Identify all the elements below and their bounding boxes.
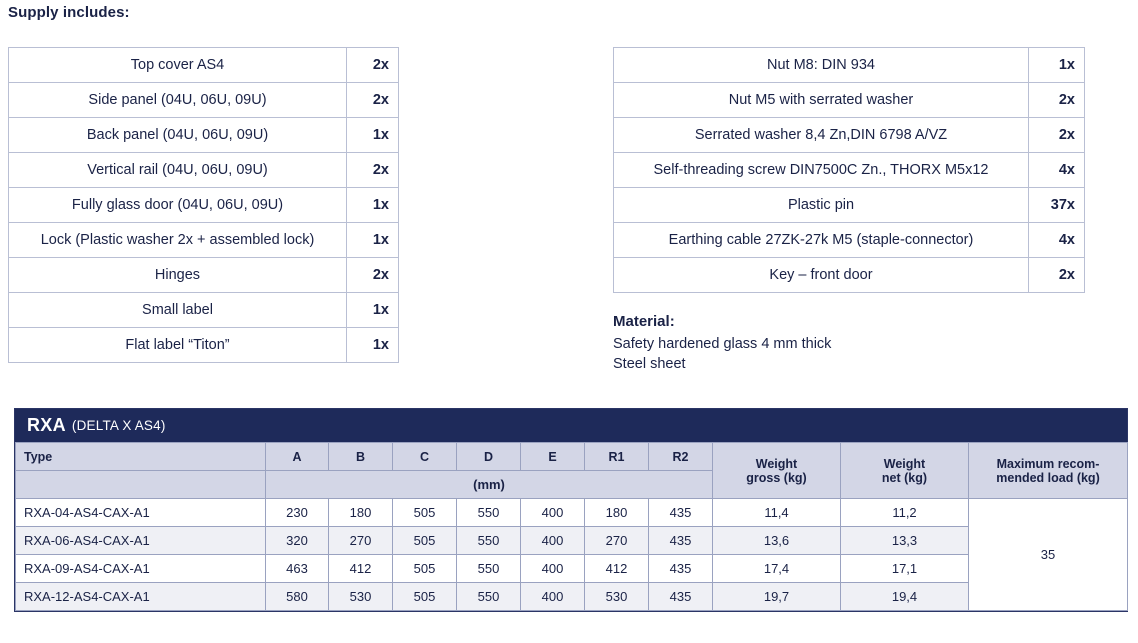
spec-cell-c: 505 bbox=[393, 527, 457, 555]
supply-item-name: Flat label “Titon” bbox=[9, 328, 347, 363]
supply-item-name: Nut M5 with serrated washer bbox=[614, 83, 1029, 118]
spec-header-max-load-line1: Maximum recom- bbox=[996, 456, 1100, 471]
spec-header-c: C bbox=[393, 443, 457, 471]
spec-cell-max-load: 35 bbox=[969, 499, 1128, 611]
supply-row bbox=[9, 188, 399, 223]
spec-cell-r1: 270 bbox=[585, 527, 649, 555]
supply-item-qty: 2x bbox=[347, 258, 399, 293]
spec-cell-type: RXA-12-AS4-CAX-A1 bbox=[16, 583, 266, 611]
spec-cell-e: 400 bbox=[521, 583, 585, 611]
supply-item-qty: 1x bbox=[347, 328, 399, 363]
spec-cell-type: RXA-06-AS4-CAX-A1 bbox=[16, 527, 266, 555]
supply-item-name: Lock (Plastic washer 2x + assembled lock) bbox=[9, 223, 347, 258]
spec-header-a: A bbox=[266, 443, 329, 471]
spec-cell-r1: 180 bbox=[585, 499, 649, 527]
spec-header-max-load bbox=[969, 443, 1128, 499]
spec-cell-type: RXA-04-AS4-CAX-A1 bbox=[16, 499, 266, 527]
spec-header-weight-gross bbox=[713, 443, 841, 499]
supply-row bbox=[9, 223, 399, 258]
supply-item-name: Plastic pin bbox=[614, 188, 1029, 223]
spec-table-row bbox=[16, 499, 1128, 527]
supply-includes-right-table bbox=[613, 47, 1085, 293]
spec-table-title-bar bbox=[15, 409, 1127, 442]
material-line-1: Safety hardened glass 4 mm thick bbox=[613, 336, 832, 352]
spec-cell-weight-gross: 13,6 bbox=[713, 527, 841, 555]
supply-row bbox=[614, 83, 1085, 118]
spec-cell-r2: 435 bbox=[649, 583, 713, 611]
supply-item-qty: 1x bbox=[347, 293, 399, 328]
spec-cell-a: 580 bbox=[266, 583, 329, 611]
spec-cell-c: 505 bbox=[393, 499, 457, 527]
supply-row bbox=[614, 48, 1085, 83]
spec-cell-e: 400 bbox=[521, 555, 585, 583]
spec-header-type: Type bbox=[16, 443, 266, 471]
spec-header-r1: R1 bbox=[585, 443, 649, 471]
spec-cell-a: 320 bbox=[266, 527, 329, 555]
spec-cell-weight-net: 19,4 bbox=[841, 583, 969, 611]
spec-product-subtitle: (DELTA X AS4) bbox=[71, 418, 166, 433]
supply-item-qty: 2x bbox=[1029, 118, 1085, 153]
supply-item-qty: 4x bbox=[1029, 223, 1085, 258]
spec-table-row bbox=[16, 583, 1128, 611]
spec-cell-weight-net: 17,1 bbox=[841, 555, 969, 583]
spec-cell-r2: 435 bbox=[649, 555, 713, 583]
spec-table-head bbox=[16, 443, 1128, 499]
spec-cell-type: RXA-09-AS4-CAX-A1 bbox=[16, 555, 266, 583]
supply-item-qty: 4x bbox=[1029, 153, 1085, 188]
spec-cell-r1: 530 bbox=[585, 583, 649, 611]
spec-table-row bbox=[16, 555, 1128, 583]
spec-cell-b: 180 bbox=[329, 499, 393, 527]
supply-item-name: Side panel (04U, 06U, 09U) bbox=[9, 83, 347, 118]
spec-header-weight-net-line1: Weight bbox=[883, 456, 926, 471]
supply-item-name: Fully glass door (04U, 06U, 09U) bbox=[9, 188, 347, 223]
spec-header-weight-gross-line1: Weight bbox=[755, 456, 798, 471]
spec-table-body bbox=[16, 499, 1128, 611]
spec-header-weight-gross-line2: gross (kg) bbox=[746, 470, 807, 485]
spec-cell-weight-net: 11,2 bbox=[841, 499, 969, 527]
supply-item-qty: 2x bbox=[347, 153, 399, 188]
spec-cell-d: 550 bbox=[457, 555, 521, 583]
spec-cell-b: 270 bbox=[329, 527, 393, 555]
supply-item-name: Vertical rail (04U, 06U, 09U) bbox=[9, 153, 347, 188]
spec-header-row bbox=[16, 443, 1128, 471]
supply-item-qty: 2x bbox=[1029, 258, 1085, 293]
supply-row bbox=[9, 153, 399, 188]
spec-cell-weight-gross: 11,4 bbox=[713, 499, 841, 527]
specification-table-block bbox=[14, 408, 1128, 612]
material-title: Material: bbox=[613, 313, 675, 330]
supply-item-qty: 2x bbox=[347, 83, 399, 118]
spec-cell-r1: 412 bbox=[585, 555, 649, 583]
supply-item-qty: 37x bbox=[1029, 188, 1085, 223]
spec-table-row bbox=[16, 527, 1128, 555]
supply-item-name: Hinges bbox=[9, 258, 347, 293]
supply-item-qty: 2x bbox=[1029, 83, 1085, 118]
spec-cell-a: 230 bbox=[266, 499, 329, 527]
spec-units-blank bbox=[16, 471, 266, 499]
supply-item-qty: 1x bbox=[347, 188, 399, 223]
spec-header-weight-net-line2: net (kg) bbox=[881, 470, 928, 485]
material-line-2: Steel sheet bbox=[613, 356, 686, 372]
supply-item-qty: 1x bbox=[347, 223, 399, 258]
supply-item-name: Small label bbox=[9, 293, 347, 328]
supply-item-name: Serrated washer 8,4 Zn,DIN 6798 A/VZ bbox=[614, 118, 1029, 153]
spec-cell-r2: 435 bbox=[649, 499, 713, 527]
supply-left-tbody bbox=[9, 48, 399, 363]
supply-item-name: Nut M8: DIN 934 bbox=[614, 48, 1029, 83]
supply-row bbox=[614, 223, 1085, 258]
supply-row bbox=[9, 258, 399, 293]
supply-row bbox=[614, 258, 1085, 293]
supply-row bbox=[614, 153, 1085, 188]
supply-row bbox=[9, 293, 399, 328]
spec-product-code: RXA bbox=[27, 415, 66, 435]
spec-header-weight-net bbox=[841, 443, 969, 499]
spec-cell-d: 550 bbox=[457, 527, 521, 555]
spec-header-b: B bbox=[329, 443, 393, 471]
supply-item-name: Self-threading screw DIN7500C Zn., THORX M5x12 bbox=[614, 153, 1029, 188]
supply-item-name: Back panel (04U, 06U, 09U) bbox=[9, 118, 347, 153]
supply-item-name: Earthing cable 27ZK-27k M5 (staple-connector) bbox=[614, 223, 1029, 258]
supply-row bbox=[9, 118, 399, 153]
spec-cell-b: 530 bbox=[329, 583, 393, 611]
spec-cell-weight-gross: 17,4 bbox=[713, 555, 841, 583]
spec-cell-d: 550 bbox=[457, 583, 521, 611]
spec-header-r2: R2 bbox=[649, 443, 713, 471]
supply-includes-left-table bbox=[8, 47, 399, 363]
supply-row bbox=[614, 188, 1085, 223]
supply-right-tbody bbox=[614, 48, 1085, 293]
supply-item-name: Top cover AS4 bbox=[9, 48, 347, 83]
spec-cell-weight-gross: 19,7 bbox=[713, 583, 841, 611]
supply-item-name: Key – front door bbox=[614, 258, 1029, 293]
supply-row bbox=[614, 118, 1085, 153]
spec-header-max-load-line2: mended load (kg) bbox=[996, 470, 1100, 485]
spec-cell-c: 505 bbox=[393, 583, 457, 611]
spec-cell-c: 505 bbox=[393, 555, 457, 583]
supply-item-qty: 1x bbox=[347, 118, 399, 153]
supply-row bbox=[9, 83, 399, 118]
spec-units-mm: (mm) bbox=[266, 471, 713, 499]
spec-cell-r2: 435 bbox=[649, 527, 713, 555]
spec-table bbox=[15, 442, 1128, 611]
spec-cell-a: 463 bbox=[266, 555, 329, 583]
supply-row bbox=[9, 48, 399, 83]
material-block bbox=[613, 312, 831, 374]
spec-cell-e: 400 bbox=[521, 499, 585, 527]
spec-cell-b: 412 bbox=[329, 555, 393, 583]
spec-cell-d: 550 bbox=[457, 499, 521, 527]
spec-cell-weight-net: 13,3 bbox=[841, 527, 969, 555]
spec-cell-e: 400 bbox=[521, 527, 585, 555]
spec-header-d: D bbox=[457, 443, 521, 471]
supply-row bbox=[9, 328, 399, 363]
spec-header-e: E bbox=[521, 443, 585, 471]
supply-item-qty: 2x bbox=[347, 48, 399, 83]
supply-includes-heading: Supply includes: bbox=[8, 4, 130, 21]
supply-item-qty: 1x bbox=[1029, 48, 1085, 83]
